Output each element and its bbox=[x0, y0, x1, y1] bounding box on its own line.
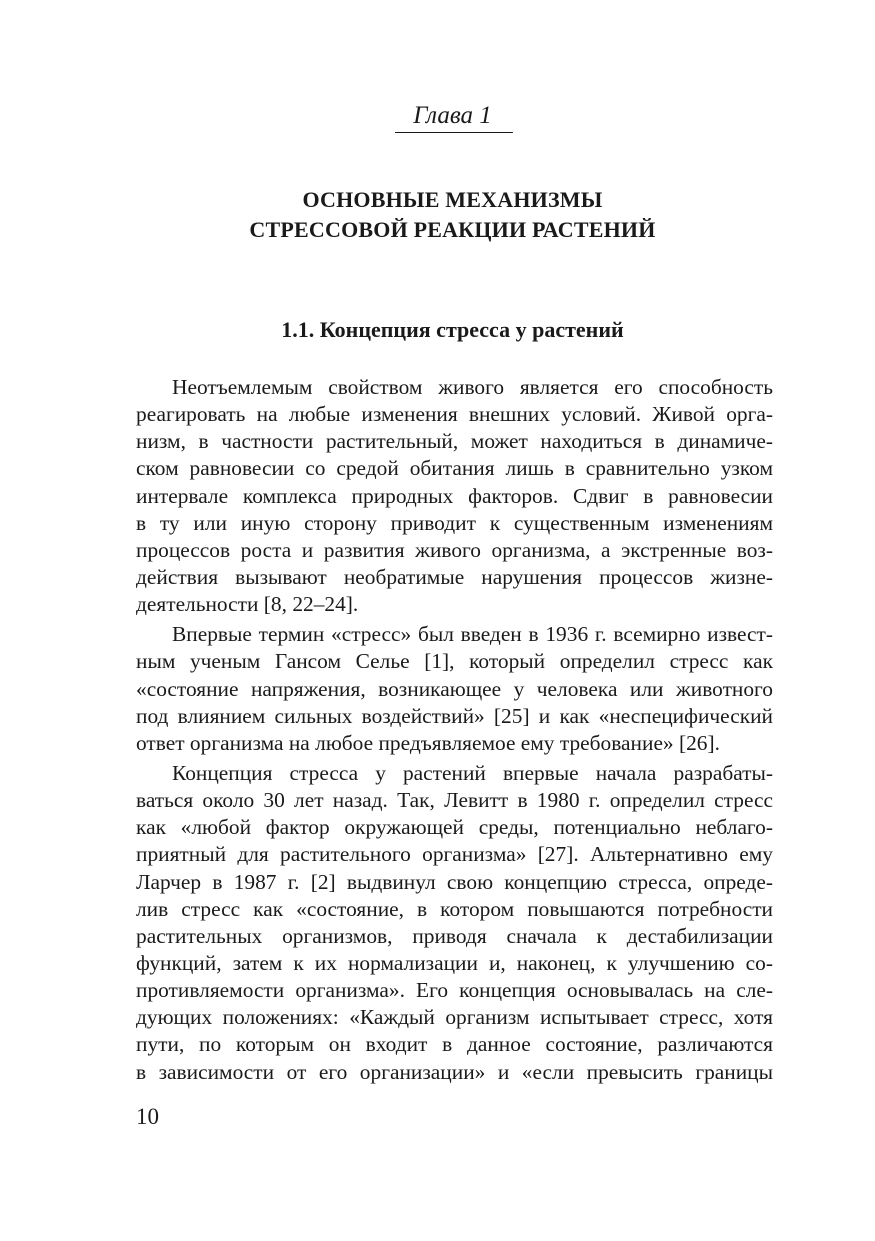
paragraph-line: действия вызывают необратимые нарушения процессов жизне- bbox=[136, 564, 773, 589]
chapter-rule bbox=[395, 132, 513, 133]
chapter-title bbox=[0, 185, 875, 245]
paragraph-line: в зависимости от его организации» и «если превысить границы bbox=[136, 1059, 773, 1084]
paragraph-line: функций, затем к их нормализации и, наконец, к улучшению со- bbox=[136, 950, 773, 975]
paragraph-line: деятельности [8, 22–24]. bbox=[136, 592, 359, 617]
chapter-title-line: ОСНОВНЫЕ МЕХАНИЗМЫ bbox=[302, 187, 603, 212]
chapter-label: Глава 1 bbox=[413, 102, 492, 129]
chapter-title-line: СТРЕССОВОЙ РЕАКЦИИ РАСТЕНИЙ bbox=[249, 217, 656, 242]
page-number: 10 bbox=[136, 1104, 159, 1129]
paragraph-line: под влиянием сильных воздействий» [25] и как «неспецифический bbox=[136, 703, 773, 728]
paragraph-line: как «любой фактор окружающей среды, потенциально неблаго- bbox=[136, 815, 773, 840]
body-text bbox=[136, 374, 773, 1086]
paragraph-line: противляемости организма». Его концепция основывалась на сле- bbox=[136, 978, 773, 1003]
paragraph-line: дующих положениях: «Каждый организм испытывает стресс, хотя bbox=[136, 1005, 773, 1030]
paragraph-line: Впервые термин «стресс» был введен в 1936 г. всемирно извест- bbox=[172, 622, 773, 647]
paragraph-line: «состояние напряжения, возникающее у человека или животного bbox=[136, 676, 773, 701]
paragraph-line: реагировать на любые изменения внешних условий. Живой орга- bbox=[136, 402, 773, 427]
paragraph-line: ным ученым Гансом Селье [1], который определил стресс как bbox=[136, 649, 773, 674]
paragraph-line: интервале комплекса природных факторов. Сдвиг в равновесии bbox=[136, 483, 773, 508]
paragraph-line: Ларчер в 1987 г. [2] выдвинул свою концепцию стресса, опреде- bbox=[136, 869, 773, 894]
paragraph-line: в ту или иную сторону приводит к существенным изменениям bbox=[136, 510, 773, 535]
paragraph-line: пути, по которым он входит в данное состояние, различаются bbox=[136, 1032, 773, 1057]
paragraph-line: ском равновесии со средой обитания лишь в сравнительно узком bbox=[136, 456, 773, 481]
paragraph-line: ответ организма на любое предъявляемое ему требование» [26]. bbox=[136, 730, 720, 755]
paragraph-line: ваться около 30 лет назад. Так, Левитт в 1980 г. определил стресс bbox=[136, 788, 773, 813]
paragraph-line: растительных организмов, приводя сначала к дестабилизации bbox=[136, 923, 773, 948]
paragraph-line: лив стресс как «состояние, в котором повышаются потребности bbox=[136, 896, 773, 921]
paragraph-line: процессов роста и развития живого организма, а экстренные воз- bbox=[136, 537, 773, 562]
section-heading: 1.1. Концепция стресса у растений bbox=[281, 317, 624, 342]
paragraph-line: Неотъемлемым свойством живого является его способность bbox=[172, 375, 773, 399]
paragraph-line: Концепция стресса у растений впервые начала разрабаты- bbox=[172, 760, 773, 785]
paragraph-line: низм, в частности растительный, может находиться в динамиче- bbox=[136, 429, 773, 454]
paragraph-line: приятный для растительного организма» [27]. Альтернативно ему bbox=[136, 842, 773, 867]
